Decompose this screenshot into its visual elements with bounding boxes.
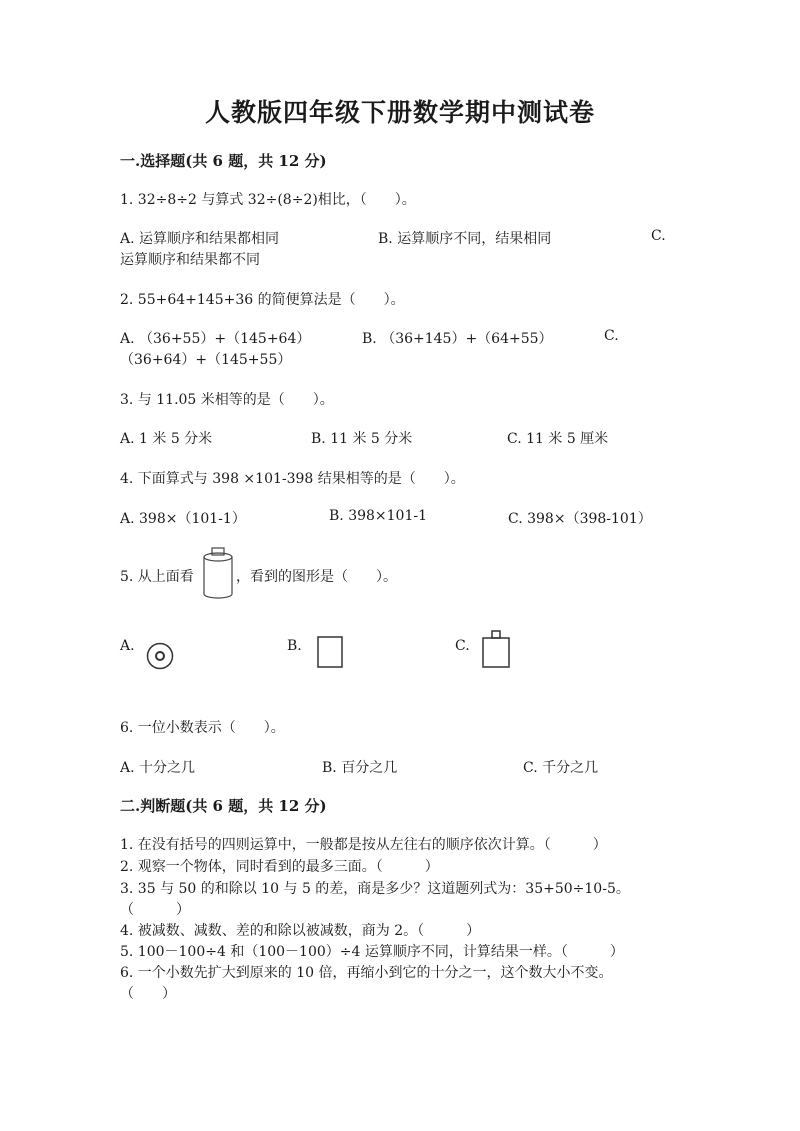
rectangle-icon: [317, 636, 343, 668]
question-6-option-b: B. 百分之几: [322, 760, 398, 776]
judgment-item-4: 4. 被减数、减数、差的和除以被减数，商为 2。（ ）: [120, 923, 481, 939]
question-2-option-a: A. （36+55）+（145+64）: [120, 331, 311, 347]
section-heading-choice: 一.选择题(共 6 题，共 12 分): [120, 152, 327, 170]
question-4-option-c: C. 398×（398-101）: [508, 511, 652, 527]
judgment-item-2: 2. 观察一个物体，同时看到的最多三面。（ ）: [120, 859, 439, 875]
question-6-option-c: C. 千分之几: [523, 760, 599, 776]
question-3-option-c: C. 11 米 5 厘米: [507, 431, 609, 447]
rectangle-with-cap-icon: [482, 630, 510, 668]
page-title: 人教版四年级下册数学期中测试卷: [204, 98, 595, 127]
concentric-circles-icon: [146, 642, 174, 670]
question-5-option-b: B.: [287, 638, 302, 654]
question-1-option-a: A. 运算顺序和结果都相同: [120, 231, 280, 247]
judgment-item-3: 3. 35 与 50 的和除以 10 与 5 的差，商是多少？这道题列式为：35+50÷10-5。: [120, 881, 630, 897]
question-3-option-a: A. 1 米 5 分米: [120, 431, 213, 447]
judgment-item-5: 5. 100－100÷4 和（100－100）÷4 运算顺序不同，计算结果一样。（ ）: [120, 944, 624, 960]
question-5-option-a: A.: [120, 638, 135, 654]
question-5-stem-end: ，看到的图形是（ ）。: [236, 569, 397, 585]
question-1-option-b: B. 运算顺序不同，结果相同: [378, 231, 552, 247]
section-heading-true-false: 二.判断题(共 6 题，共 12 分): [120, 797, 327, 815]
question-4-option-a: A. 398×（101-1）: [120, 511, 246, 527]
question-2-option-b: B. （36+145）+（64+55）: [362, 331, 553, 347]
question-4-stem: 4. 下面算式与 398 ×101-398 结果相等的是（ ）。: [120, 471, 465, 487]
question-1-option-c: C.: [651, 228, 666, 244]
question-3-option-b: B. 11 米 5 分米: [311, 431, 413, 447]
question-6-stem: 6. 一位小数表示（ ）。: [120, 720, 285, 736]
question-2-option-c: C.: [604, 328, 619, 344]
cylinder-object-figure: [200, 546, 236, 602]
question-5-stem-start: 5. 从上面看: [120, 569, 194, 585]
question-6-option-a: A. 十分之几: [120, 760, 196, 776]
question-3-stem: 3. 与 11.05 米相等的是（ ）。: [120, 392, 334, 408]
judgment-item-3-bracket: （ ）: [120, 902, 190, 918]
judgment-item-6-bracket: （ ）: [120, 986, 176, 1002]
judgment-item-6: 6. 一个小数先扩大到原来的 10 倍，再缩小到它的十分之一，这个数大小不变。: [120, 965, 613, 981]
question-4-option-b: B. 398×101-1: [329, 508, 427, 524]
judgment-item-1: 1. 在没有括号的四则运算中，一般都是按从左往右的顺序依次计算。（ ）: [120, 837, 607, 853]
question-2-option-c-text: （36+64）+（145+55）: [120, 352, 292, 368]
question-5-option-c: C.: [455, 638, 470, 654]
question-1-stem: 1. 32÷8÷2 与算式 32÷(8÷2)相比，（ ）。: [120, 192, 416, 208]
question-1-option-c-text: 运算顺序和结果都不同: [120, 252, 260, 268]
question-2-stem: 2. 55+64+145+36 的简便算法是（ ）。: [120, 292, 405, 308]
